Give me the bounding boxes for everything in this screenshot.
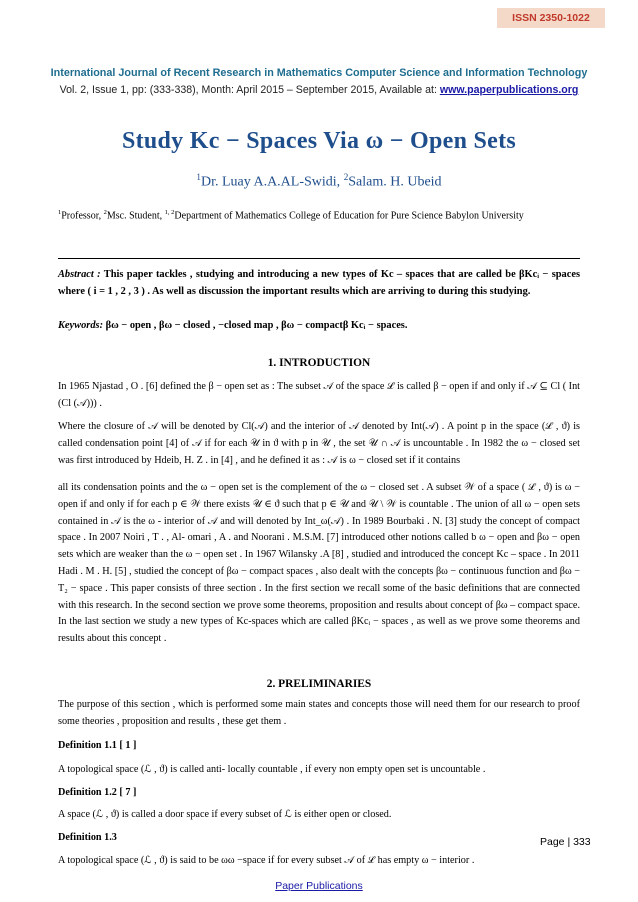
keywords-label: Keywords: [58,320,104,331]
page-number: Page | 333 [540,836,591,848]
journal-website-link[interactable]: www.paperpublications.org [439,84,579,96]
affil-dept: Department of Mathematics College of Education for Pure Science Babylon University [174,210,524,222]
author1-sup: 1 [196,172,201,182]
affiliation [58,209,598,221]
issn-badge: ISSN 2350-1022 [497,8,605,28]
affil-role1: Professor, [61,210,104,222]
definition-1-3-text: A topological space (ℒ , ϑ) is said to be ωω −space if for every subset 𝒜 of ℒ has empty ω − interior . [58,855,475,866]
definition-1-2-label: Definition 1.2 [ 7 ] [58,787,137,798]
abstract-top-divider [58,258,580,259]
authors [0,172,638,191]
affil-sup2: 2 [103,209,107,216]
intro-paragraph-3: all its condensation points and the ω − open set is the complement of the ω − closed set . A subset 𝒲 of a space ( ℒ , ϑ) is ω − open if and only if for each p ∈ 𝒲 there exists 𝒰 ∈ ϑ such that p ∈ 𝒰 and 𝒰 \ 𝒲 is countable . The union of all ω − open sets contained in 𝒜 is the ω - interior of 𝒜 and will denoted by Int_ω(𝒜) . In 1989 Bourbaki . N. [3] study the concept of compact space . In 2007 Noiri , T . , Al- omari , A . and Noorani . M.S.M. [7] introduced other notions called b ω − open and βω − open sets which are weaker than the ω − open set . In 1967 Wilansky .A [8] , studied and introduced the concept Kc – space . In 2011 Hadi . M . H. [5] , studied the concept of βω − compact spaces , also dealt with the concepts βω − continuous function and βω − T₂ − space . This paper consists of three section . In the first section we recall some of the basic definitions that are connected with this research. In the second section we prove some theorems, proposition and results about concept of βω – compact space. In the last section we study a new types of Kc-spaces which are called βKcᵢ − spaces , as well as we prove some theorems and results about this concept . [58,482,580,645]
author1: Dr. Luay A.A.AL-Swidi, [200,174,344,190]
definition-1-3-label: Definition 1.3 [58,832,117,843]
affil-sup1: 1 [58,209,62,216]
abstract-label: Abstract : [58,269,101,280]
abstract-text: This paper tackles , studying and introducing a new types of Kc – spaces that are called be βKcᵢ − spaces where ( i = 1 , 2 , 3 ) . As well as discussion the important results which are arriving to during this studying. [58,269,580,297]
author2-sup: 2 [343,172,349,182]
abstract [58,267,580,300]
prelim-paragraph: The purpose of this section , which is performed some main states and concepts those will need them for our research to proof some theories , proposition and results , these get them . [58,699,580,727]
keywords-text: βω − open , βω − closed , −closed map , βω − compactβ Kcᵢ − spaces. [103,320,408,331]
journal-name: International Journal of Recent Research in Mathematics Computer Science and Information Technology [50,67,588,79]
definition-1-1-text: A topological space (ℒ , ϑ) is called anti- locally countable , if every non empty open set is uncountable . [58,764,486,775]
journal-details-text: Vol. 2, Issue 1, pp: (333-338), Month: April 2015 – September 2015, Available at: [59,84,440,96]
intro-paragraph-2: Where the closure of 𝒜 will be denoted by Cl(𝒜) and the interior of 𝒜 denoted by Int(𝒜) . A point p in the space (ℒ , ϑ) is called condensation point [4] of 𝒜 if for each 𝒰 in ϑ with p in 𝒰 , the set 𝒰 ∩ 𝒜 is uncountable . In 1982 the ω − closed set was first introduced by Hdeib, H. Z . in [4] , and he defined it as : 𝒜 is ω − closed set if it contains [58,421,580,466]
author2: Salam. H. Ubeid [348,174,442,190]
footer-publisher-link[interactable]: Paper Publications [275,880,363,892]
keywords [58,318,580,335]
affil-sup3: 1, 2 [164,209,175,216]
section-heading-preliminaries: 2. PRELIMINARIES [266,678,372,690]
definition-1-2-text: A space (ℒ , ϑ) is called a door space if every subset of ℒ is either open or closed. [58,809,392,820]
affil-role2: Msc. Student, [106,210,165,222]
intro-paragraph-1: In 1965 Njastad , O . [6] defined the β − open set as : The subset 𝒜 of the space ℒ is called β − open if and only if 𝒜 ⊆ Cl ( Int (Cl (𝒜))) . [58,381,580,409]
paper-title: Study Kc − Spaces Via ω − Open Sets [121,128,517,154]
section-heading-introduction: 1. INTRODUCTION [267,357,371,369]
journal-details [0,84,638,96]
definition-1-1-label: Definition 1.1 [ 1 ] [58,740,137,751]
